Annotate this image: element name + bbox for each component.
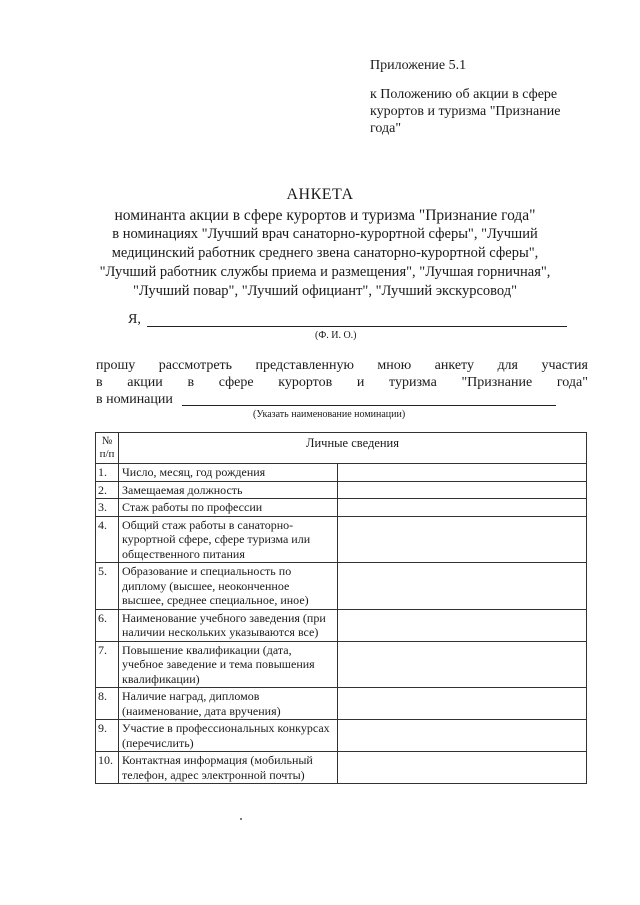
row-value-field[interactable]: [338, 481, 587, 499]
document-title: АНКЕТА: [286, 186, 354, 203]
row-value-field[interactable]: [338, 516, 587, 563]
nomination-field[interactable]: [182, 405, 556, 406]
nomination-caption: (Указать наименование номинации): [253, 409, 406, 420]
row-number: 8.: [96, 688, 119, 720]
row-label: Участие в профессиональных конкурсах (перечислить): [119, 720, 338, 752]
request-text-line-2: [96, 375, 588, 391]
request-word: и: [356, 375, 365, 390]
table-row: [96, 516, 587, 563]
row-label: Стаж работы по профессии: [119, 499, 338, 517]
request-word: в: [187, 375, 195, 390]
table-row: [96, 481, 587, 499]
row-value-field[interactable]: [338, 563, 587, 610]
row-label: Наличие наград, дипломов (наименование, дата вручения): [119, 688, 338, 720]
request-word: "Признание: [461, 375, 533, 390]
appendix-title: Приложение 5.1: [370, 58, 467, 73]
row-value-field[interactable]: [338, 688, 587, 720]
row-number: 7.: [96, 641, 119, 688]
request-word: акции: [127, 375, 163, 390]
request-word: анкету: [434, 358, 474, 373]
request-word: участия: [541, 358, 588, 373]
request-word: туризма: [389, 375, 437, 390]
subtitle-line: "Лучший работник службы приема и размещения", "Лучшая горничная",: [99, 264, 551, 280]
request-word: представленную: [255, 358, 354, 373]
applicant-prefix: Я,: [128, 312, 141, 327]
appendix-reference: к Положению об акции в сфере курортов и туризма "Признание года": [370, 87, 561, 136]
request-word: года": [556, 375, 588, 390]
table-row: [96, 720, 587, 752]
table-row: [96, 688, 587, 720]
request-word: в: [96, 375, 103, 390]
row-label: Общий стаж работы в санаторно-курортной сфере, сфере туризма или общественного питания: [119, 516, 338, 563]
table-row: [96, 609, 587, 641]
row-value-field[interactable]: [338, 720, 587, 752]
row-number: 2.: [96, 481, 119, 499]
applicant-name-caption: (Ф. И. О.): [315, 330, 357, 341]
row-value-field[interactable]: [338, 609, 587, 641]
row-label: Замещаемая должность: [119, 481, 338, 499]
row-number: 6.: [96, 609, 119, 641]
request-word: курортов: [278, 375, 333, 390]
subtitle-line: в номинациях "Лучший врач санаторно-курортной сферы", "Лучший: [112, 226, 538, 242]
table-header-row: [96, 433, 587, 464]
table-row: [96, 641, 587, 688]
subtitle-line: "Лучший повар", "Лучший официант", "Лучший экскурсовод": [132, 283, 518, 299]
table-row: [96, 499, 587, 517]
row-number: 4.: [96, 516, 119, 563]
row-label: Наименование учебного заведения (при наличии нескольких указываются все): [119, 609, 338, 641]
table-row: [96, 752, 587, 784]
table-row: [96, 563, 587, 610]
row-value-field[interactable]: [338, 499, 587, 517]
table-row: [96, 464, 587, 482]
subtitle-line: номинанта акции в сфере курортов и туризма "Признание года": [114, 207, 536, 224]
request-word: для: [497, 358, 518, 373]
document-subtitle: [90, 206, 560, 301]
row-label: Контактная информация (мобильный телефон, адрес электронной почты): [119, 752, 338, 784]
row-label: Число, месяц, год рождения: [119, 464, 338, 482]
personal-info-table: [95, 432, 587, 784]
nomination-prefix: в номинации: [96, 392, 173, 407]
request-word: прошу: [96, 358, 136, 373]
subtitle-line: медицинский работник среднего звена санаторно-курортной сферы",: [111, 245, 539, 261]
row-number: 3.: [96, 499, 119, 517]
number-column-header: № п/п: [96, 433, 119, 464]
row-number: 5.: [96, 563, 119, 610]
request-word: мною: [377, 358, 412, 373]
row-label: Образование и специальность по диплому (высшее, неоконченное высшее, среднее специальное, иное): [119, 563, 338, 610]
row-value-field[interactable]: [338, 641, 587, 688]
request-word: сфере: [218, 375, 254, 390]
applicant-name-field[interactable]: [147, 326, 567, 327]
row-label: Повышение квалификации (дата, учебное заведение и тема повышения квалификации): [119, 641, 338, 688]
request-text-line-1: [96, 358, 588, 374]
request-word: рассмотреть: [158, 358, 233, 373]
row-value-field[interactable]: [338, 752, 587, 784]
personal-info-header: Личные сведения: [119, 433, 587, 464]
scan-speck: [240, 818, 242, 820]
row-value-field[interactable]: [338, 464, 587, 482]
row-number: 9.: [96, 720, 119, 752]
row-number: 1.: [96, 464, 119, 482]
row-number: 10.: [96, 752, 119, 784]
